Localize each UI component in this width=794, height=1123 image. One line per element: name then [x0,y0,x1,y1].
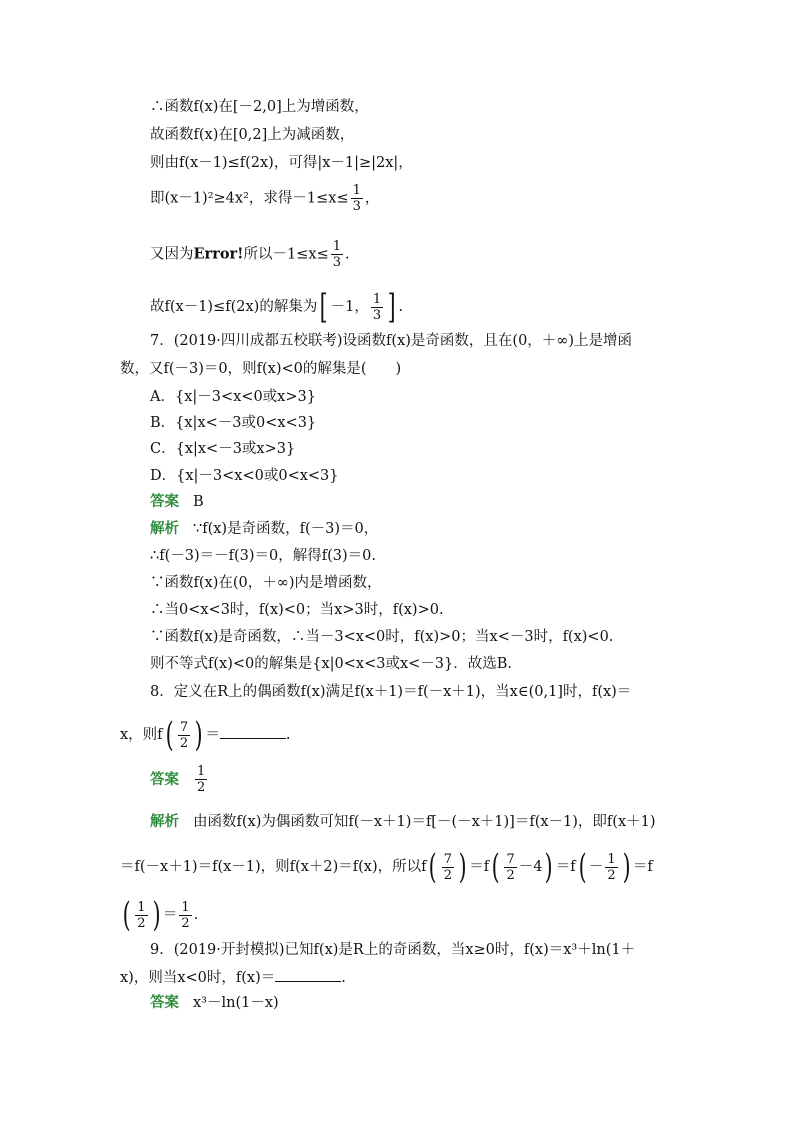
fraction: $\frac{7}{2}$ [443,851,453,883]
answer-9: 答案 x³－ln(1－x) [150,995,279,1011]
fraction: $\frac{1}{3}$ [372,291,382,323]
answer-7: 答案 B [150,494,204,510]
solution-line: ∵函数f(x)在(0，＋∞)内是增函数， [150,575,382,591]
question-9-line: x)，则当x<0时，f(x)＝ . [120,967,346,988]
fraction: $\frac{1}{2}$ [197,764,206,795]
error-text: Error! [193,245,244,263]
answer-label: 答案 [150,771,179,788]
fraction: $\frac{1}{2}$ [607,851,616,883]
solution-7: 解析 ∵f(x)是奇函数，f(－3)＝0， [150,521,379,537]
question-7-line: 7．(2019·四川成都五校联考)设函数f(x)是奇函数，且在(0，＋∞)上是增函 [150,333,633,349]
text-line: 则由f(x－1)≤f(2x)，可得|x－1|≥|2x|， [150,155,413,171]
option-d: D．{x|－3<x<0或0<x<3} [150,468,339,484]
question-7-line: 数，又f(－3)＝0，则f(x)<0的解集是( ) [120,361,402,377]
solution-line: ( $\frac{1}{2}$ ) ＝ $\frac{1}{2}$ . [122,895,199,935]
solution-line: 则不等式f(x)<0的解集是{x|0<x<3或x<－3}．故选B. [150,656,512,672]
question-8-line: x，则f( $\frac{7}{2}$ ) ＝ . [120,715,291,755]
answer-label: 答案 [150,995,179,1011]
solution-line: ∵函数f(x)是奇函数，∴当－3<x<0时，f(x)>0；当x<－3时，f(x)<0. [150,629,614,645]
fraction: $\frac{1}{3}$ [332,239,341,270]
solution-line: ＝f(－x＋1)＝f(x－1)，则f(x＋2)＝f(x)，所以f( $\frac{7}{2}$ ) ＝f( $\frac{7}{2}$ －4) ＝f( － $\frac{1}{2}$ ) ＝f [120,847,653,887]
fraction: $\frac{7}{2}$ [506,851,515,883]
answer-blank [275,967,341,982]
fraction: $\frac{1}{2}$ [137,899,146,931]
fraction: $\frac{7}{2}$ [179,719,189,751]
option-b: B．{x|x<－3或0<x<3} [150,415,317,431]
solution-label: 解析 [150,814,179,830]
answer-8 [150,764,209,795]
solution-8: 解析 由函数f(x)为偶函数可知f(－x＋1)＝f[－(－x＋1)]＝f(x－1)，即f(x＋1) [150,814,656,830]
solution-line: ∴当0<x<3时，f(x)<0；当x>3时，f(x)>0. [150,602,444,618]
question-8-line: 8．定义在R上的偶函数f(x)满足f(x＋1)＝f(－x＋1)，当x∈(0,1]时，f(x)＝ [150,684,632,700]
fraction: $\frac{1}{3}$ [352,183,361,214]
fraction: $\frac{1}{2}$ [181,899,190,931]
text-line: 又因为Error!所以－1≤x≤ $\frac{1}{3}$ . [150,239,350,270]
solution-label: 解析 [150,521,179,537]
answer-label: 答案 [150,494,179,510]
question-9-line: 9．(2019·开封模拟)已知f(x)是R上的奇函数，当x≥0时，f(x)＝x³＋ln(1＋ [150,942,636,958]
option-a: A．{x|－3<x<0或x>3} [150,389,316,405]
option-c: C．{x|x<－3或x>3} [150,441,296,457]
text-line: 故函数f(x)在[0,2]上为减函数， [150,127,355,143]
text-line: 即(x－1)²≥4x²，求得－1≤x≤ $\frac{1}{3}$ ， [150,183,380,214]
answer-blank [220,724,286,739]
text-line: 故f(x－1)≤f(2x)的解集为[ －1， $\frac{1}{3}$ ] . [150,287,403,327]
text-line: ∴函数f(x)在[－2,0]上为增函数， [150,99,369,115]
solution-line: ∴f(－3)＝－f(3)＝0，解得f(3)＝0. [150,548,377,564]
